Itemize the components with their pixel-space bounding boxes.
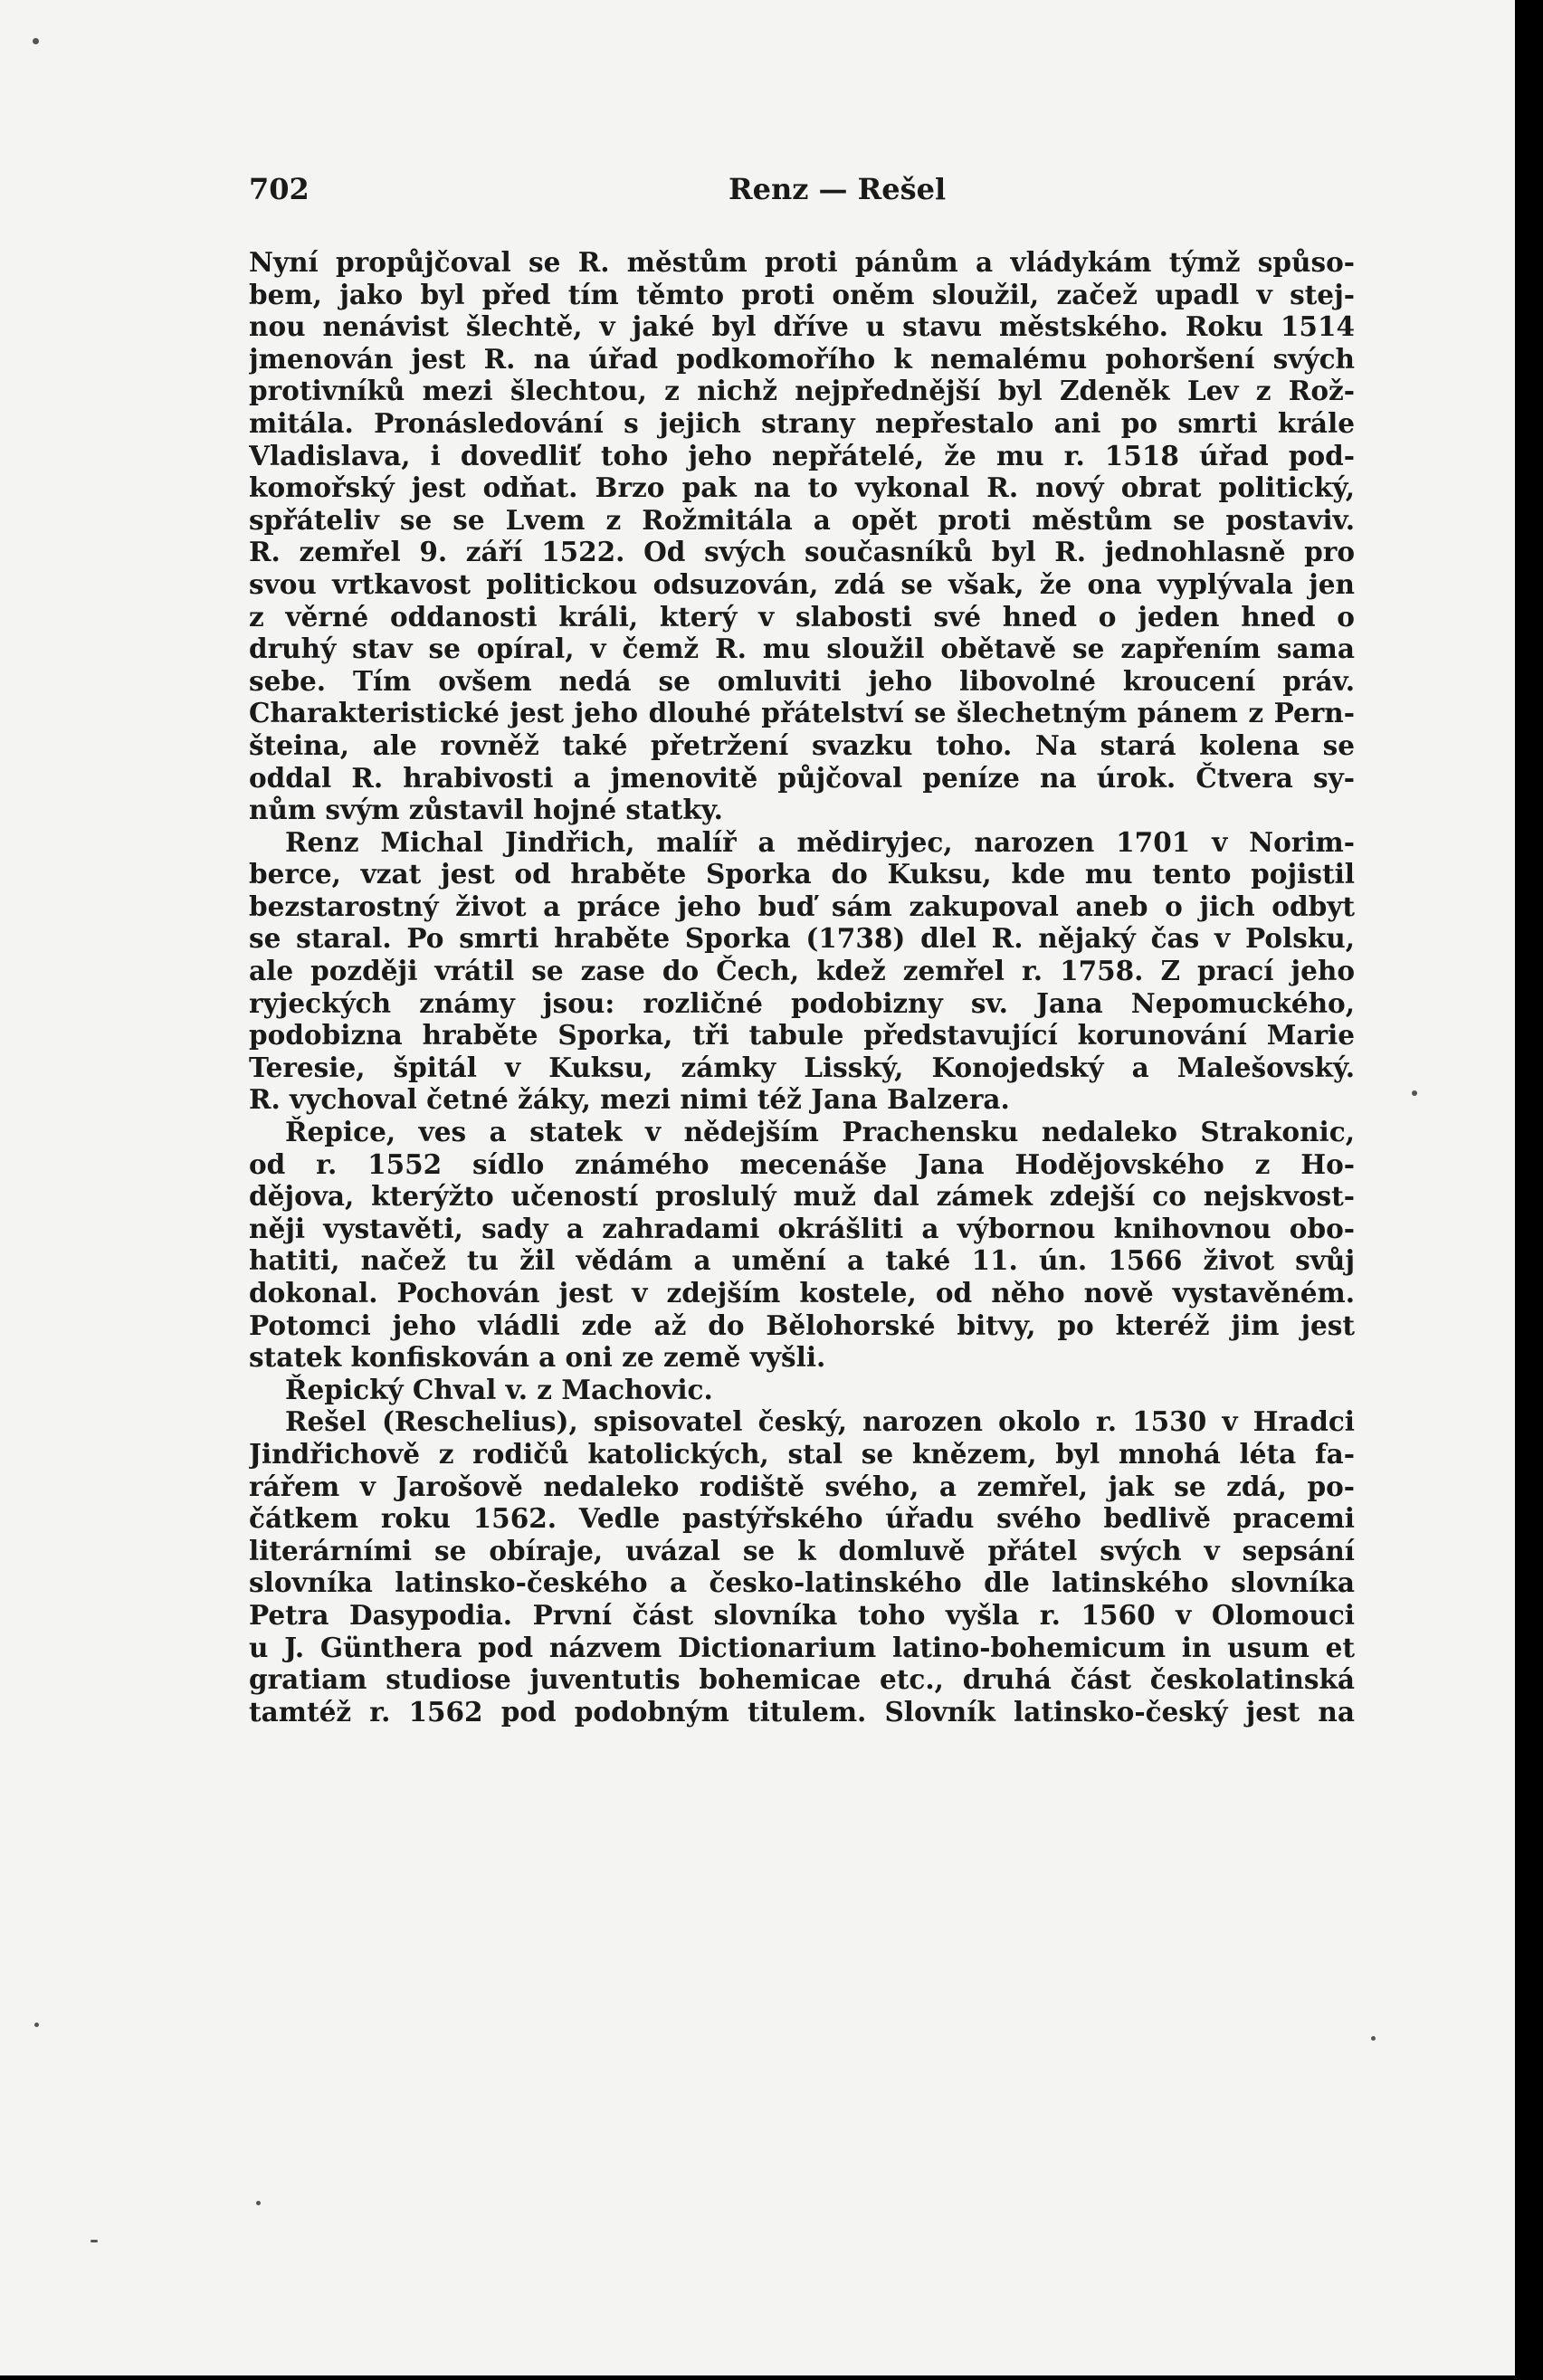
text-line: Řepický Chval v. z Machovic. — [285, 1373, 713, 1405]
text-line: Jindřichově z rodičů katolických, stal se knězem, byl mnohá léta fa- — [249, 1437, 1355, 1470]
scan-border — [1515, 0, 1543, 2380]
text-line: Vladislava, i dovedliť toho jeho nepřátelé, že mu r. 1518 úřad pod- — [249, 439, 1355, 471]
dust-speck — [256, 2201, 261, 2205]
text-line: u J. Günthera pod názvem Dictionarium latino-bohemicum in usum et — [249, 1631, 1355, 1663]
text-line: Řepice, ves a statek v nědejším Prachensku nedaleko Strakonic, — [285, 1116, 1355, 1148]
text-line: se staral. Po smrti hraběte Sporka (1738) dlel R. nějaký čas v Polsku, — [249, 922, 1355, 955]
text-line: Teresie, špitál v Kuksu, zámky Lisský, Konojedský a Malešovský. — [249, 1051, 1355, 1083]
text-line: Charakteristické jest jeho dlouhé přátelství se šlechetným pánem z Pern- — [249, 697, 1355, 729]
text-line: oddal R. hrabivosti a jmenovitě půjčoval peníze na úrok. Čtvera sy- — [249, 761, 1355, 794]
text-line: Renz Michal Jindřich, malíř a mědiryjec, narozen 1701 v Norim- — [285, 825, 1355, 858]
running-head: Renz — Rešel — [729, 172, 947, 206]
text-line: podobizna hraběte Sporka, tři tabule představující korunování Marie — [249, 1019, 1355, 1052]
text-line: šteina, ale rovněž také přetržení svazku toho. Na stará kolena se — [249, 728, 1355, 761]
text-line: Rešel (Reschelius), spisovatel český, narozen okolo r. 1530 v Hradci — [285, 1405, 1355, 1438]
text-line: literárními se obíraje, uvázal se k domluvě přátel svých v sepsání — [249, 1534, 1355, 1566]
dust-speck — [90, 2240, 98, 2242]
text-line: Petra Dasypodia. První část slovníka toho vyšla r. 1560 v Olomouci — [249, 1598, 1355, 1631]
text-line: něji vystavěti, sady a zahradami okrášliti a výbornou knihovnou obo- — [249, 1212, 1355, 1244]
text-line: protivníků mezi šlechtou, z nichž nejpřednější byl Zdeněk Lev z Rož- — [249, 375, 1355, 407]
text-line: rářem v Jarošově nedaleko rodiště svého, a zemřel, jak se zdá, po- — [249, 1470, 1355, 1502]
text-line: hatiti, načež tu žil vědám a umění a také 11. ún. 1566 život svůj — [249, 1244, 1355, 1277]
text-line: ale později vrátil se zase do Čech, kdež zemřel r. 1758. Z prací jeho — [249, 955, 1355, 987]
text-line: dokonal. Pochován jest v zdejším kostele, od něho nově vystavěném. — [249, 1277, 1355, 1309]
text-line: komořský jest odňat. Brzo pak na to vykonal R. nový obrat politický, — [249, 471, 1355, 504]
text-line: gratiam studiose juventutis bohemicae etc., druhá část českolatinská — [249, 1663, 1355, 1696]
text-line: sebe. Tím ovšem nedá se omluviti jeho libovolné kroucení práv. — [249, 664, 1355, 697]
text-line: čátkem roku 1562. Vedle pastýřského úřadu svého bedlivě pracemi — [249, 1502, 1355, 1535]
dust-speck — [33, 38, 39, 44]
text-line: berce, vzat jest od hraběte Sporka do Kuksu, kde mu tento pojistil — [249, 858, 1355, 890]
text-line: Nyní propůjčoval se R. městům proti pánům a vládykám týmž spůso- — [249, 246, 1355, 278]
dust-speck — [1371, 2036, 1376, 2041]
dust-speck — [1412, 1090, 1417, 1096]
page-number: 702 — [249, 172, 310, 206]
text-line: bezstarostný život a práce jeho buď sám zakupoval aneb o jich odbyt — [249, 890, 1355, 922]
text-line: bem, jako byl před tím těmto proti oněm sloužil, začež upadl v stej- — [249, 278, 1355, 310]
text-line: jmenován jest R. na úřad podkomořího k nemalému pohoršení svých — [249, 342, 1355, 375]
text-line: od r. 1552 sídlo známého mecenáše Jana Hodějovského z Ho- — [249, 1147, 1355, 1180]
text-line: R. zemřel 9. září 1522. Od svých současníků byl R. jednohlasně pro — [249, 536, 1355, 568]
text-line: ryjeckých známy jsou: rozličné podobizny sv. Jana Nepomuckého, — [249, 986, 1355, 1019]
text-line: druhý stav se opíral, v čemž R. mu sloužil obětavě se zapřením sama — [249, 633, 1355, 665]
text-line: R. vychoval četné žáky, mezi nimi též Jana Balzera. — [249, 1083, 1010, 1116]
dust-speck — [34, 2023, 39, 2027]
text-line: slovníka latinsko-českého a česko-latinského dle latinského slovníka — [249, 1566, 1355, 1599]
text-line: svou vrtkavost politickou odsuzován, zdá se však, že ona vyplývala jen — [249, 567, 1355, 600]
text-line: nům svým zůstavil hojné statky. — [249, 794, 723, 826]
text-line: tamtéž r. 1562 pod podobným titulem. Slovník latinsko-český jest na — [249, 1695, 1355, 1728]
page-header — [249, 172, 1355, 217]
text-line: Potomci jeho vládli zde až do Bělohorské bitvy, po kteréž jim jest — [249, 1309, 1355, 1341]
text-line: z věrné oddanosti králi, který v slabosti své hned o jeden hned o — [249, 600, 1355, 633]
text-line: statek konfiskován a oni ze země vyšli. — [249, 1341, 826, 1374]
text-line: mitála. Pronásledování s jejich strany nepřestalo ani po smrti krále — [249, 406, 1355, 439]
body-text — [249, 246, 1355, 1728]
text-line: dějova, kterýžto učeností proslulý muž dal zámek zdejší co nejskvost- — [249, 1180, 1355, 1213]
text-line: nou nenávist šlechtě, v jaké byl dříve u stavu městského. Roku 1514 — [249, 310, 1355, 343]
text-line: spřáteliv se se Lvem z Rožmitála a opět proti městům se postaviv. — [249, 503, 1355, 536]
